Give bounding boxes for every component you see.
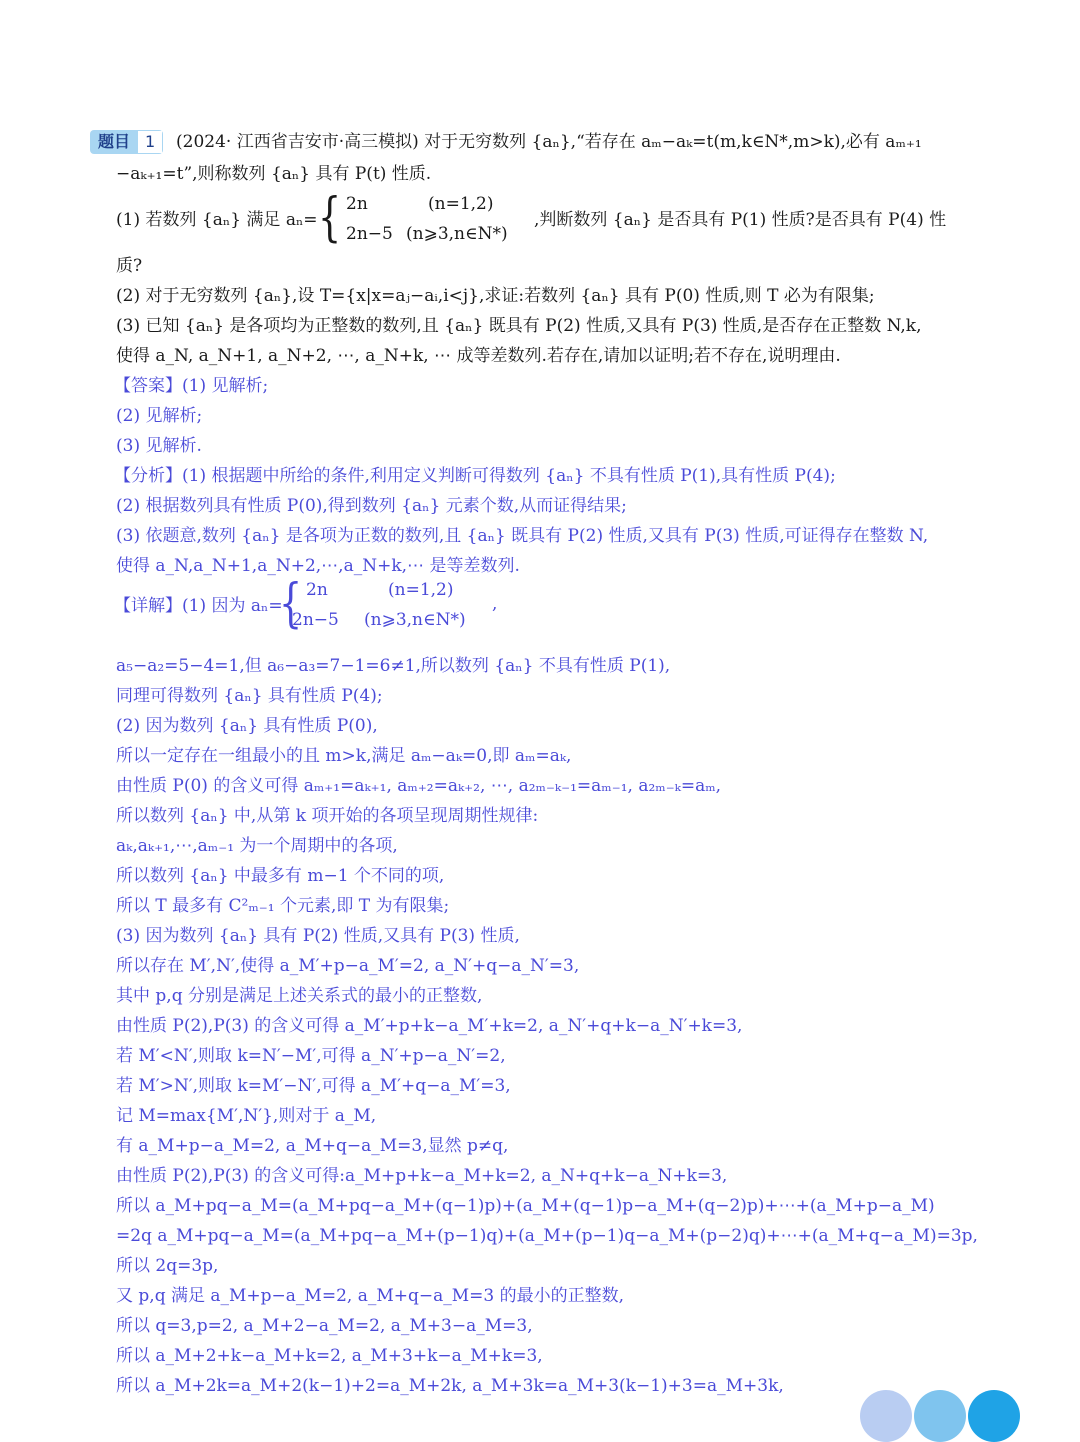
badge-label: 题目 [90,130,138,154]
detail-line: 所以 2q=3p, [116,1256,219,1276]
q3-line1: (3) 已知 {aₙ} 是各项均为正整数的数列,且 {aₙ} 既具有 P(2) 性质,又具有 P(3) 性质,是否存在正整数 N,k, [116,316,922,336]
q3-line2: 使得 a_N, a_N+1, a_N+2, ⋯, a_N+k, ⋯ 成等差数列.若存在,请加以证明;若不存在,说明理由. [116,346,841,366]
analysis-line-3: (3) 依题意,数列 {aₙ} 是各项为正数的数列,且 {aₙ} 既具有 P(2) 性质,又具有 P(3) 性质,可证得存在整数 N, [116,526,929,546]
q1-case2-cond: (n⩾3,n∈N*) [406,224,508,244]
detail-line: (3) 因为数列 {aₙ} 具有 P(2) 性质,又具有 P(3) 性质, [116,926,520,946]
detail-line: (2) 因为数列 {aₙ} 具有性质 P(0), [116,716,378,736]
answer-line-2: (2) 见解析; [116,406,203,426]
detail-case1-cond: (n=1,2) [388,580,454,600]
detail-line: 记 M=max{M′,N′},则对于 a_M, [116,1106,377,1126]
detail-case2-expr: 2n−5 [292,610,339,630]
detail-line: 有 a_M+p−a_M=2, a_M+q−a_M=3,显然 p≠q, [116,1136,509,1156]
detail-line: 所以 T 最多有 C²ₘ₋₁ 个元素,即 T 为有限集; [116,896,450,916]
detail-line: aₖ,aₖ₊₁,⋯,aₘ₋₁ 为一个周期中的各项, [116,836,398,856]
detail-line: 所以数列 {aₙ} 中,从第 k 项开始的各项呈现周期性规律: [116,806,539,826]
detail-line: 其中 p,q 分别是满足上述关系式的最小的正整数, [116,986,483,1006]
analysis-line-4: 使得 a_N,a_N+1,a_N+2,⋯,a_N+k,⋯ 是等差数列. [116,556,520,576]
analysis-line-1: 【分析】(1) 根据题中所给的条件,利用定义判断可得数列 {aₙ} 不具有性质 P(1),具有性质 P(4); [114,466,836,486]
detail-line: 由性质 P(0) 的含义可得 aₘ₊₁=aₖ₊₁, aₘ₊₂=aₖ₊₂, ⋯, a₂ₘ₋ₖ₋₁=aₘ₋₁, a₂ₘ₋ₖ=aₘ, [116,776,722,796]
decor-circle-2 [914,1390,966,1442]
q1-prefix: (1) 若数列 {aₙ} 满足 aₙ= [116,210,318,230]
badge-number: 1 [138,130,163,154]
detail-line: 若 M′<N′,则取 k=N′−M′,可得 a_N′+p−a_N′=2, [116,1046,506,1066]
detail-prefix: 【详解】(1) 因为 aₙ= [114,596,283,616]
detail-line: 又 p,q 满足 a_M+p−a_M=2, a_M+q−a_M=3 的最小的正整数, [116,1286,625,1306]
q1-brace: { [317,188,342,248]
detail-line: 所以 a_M+2+k−a_M+k=2, a_M+3+k−a_M+k=3, [116,1346,543,1366]
detail-line: =2q a_M+pq−a_M=(a_M+pq−a_M+(p−1)q)+(a_M+(p−1)q−a_M+(p−2)q)+⋯+(a_M+q−a_M)=3p, [116,1226,978,1246]
problem-header: (2024· 江西省吉安市·高三模拟) 对于无穷数列 {aₙ},“若存在 aₘ−aₖ=t(m,k∈N*,m>k),必有 aₘ₊₁ [176,132,922,152]
detail-line: 同理可得数列 {aₙ} 具有性质 P(4); [116,686,383,706]
q2-text: (2) 对于无穷数列 {aₙ},设 T={x|x=aⱼ−aᵢ,i<j},求证:若数列 {aₙ} 具有 P(0) 性质,则 T 必为有限集; [116,286,875,306]
q1-case1-cond: (n=1,2) [428,194,494,214]
problem-badge [90,130,163,154]
detail-line: 所以存在 M′,N′,使得 a_M′+p−a_M′=2, a_N′+q−a_N′=3, [116,956,580,976]
detail-line: 若 M′>N′,则取 k=M′−N′,可得 a_M′+q−a_M′=3, [116,1076,511,1096]
detail-line: 所以 a_M+2k=a_M+2(k−1)+2=a_M+2k, a_M+3k=a_M+3(k−1)+3=a_M+3k, [116,1376,784,1396]
decor-circle-1 [860,1390,912,1442]
decorative-circles [860,1390,1020,1405]
q1-case1-expr: 2n [346,194,368,214]
answer-line-1: 【答案】(1) 见解析; [114,376,269,396]
q1-tail: 质? [116,256,143,276]
problem-header-line2: −aₖ₊₁=t”,则称数列 {aₙ} 具有 P(t) 性质. [116,164,432,184]
detail-case1-expr: 2n [306,580,328,600]
q1-case2-expr: 2n−5 [346,224,393,244]
detail-line: 所以 q=3,p=2, a_M+2−a_M=2, a_M+3−a_M=3, [116,1316,533,1336]
decor-circle-3 [968,1390,1020,1442]
q1-suffix: ,判断数列 {aₙ} 是否具有 P(1) 性质?是否具有 P(4) 性 [534,210,947,230]
detail-case2-cond: (n⩾3,n∈N*) [364,610,466,630]
detail-brace: { [278,574,303,634]
detail-line: a₅−a₂=5−4=1,但 a₆−a₃=7−1=6≠1,所以数列 {aₙ} 不具有性质 P(1), [116,656,671,676]
answer-line-3: (3) 见解析. [116,436,202,456]
analysis-line-2: (2) 根据数列具有性质 P(0),得到数列 {aₙ} 元素个数,从而证得结果; [116,496,627,516]
detail-line: 由性质 P(2),P(3) 的含义可得:a_M+p+k−a_M+k=2, a_N+q+k−a_N+k=3, [116,1166,728,1186]
detail-case-suffix: , [492,594,498,614]
detail-line: 所以一定存在一组最小的且 m>k,满足 aₘ−aₖ=0,即 aₘ=aₖ, [116,746,572,766]
detail-line: 所以数列 {aₙ} 中最多有 m−1 个不同的项, [116,866,445,886]
detail-line: 由性质 P(2),P(3) 的含义可得 a_M′+p+k−a_M′+k=2, a_N′+q+k−a_N′+k=3, [116,1016,743,1036]
detail-line: 所以 a_M+pq−a_M=(a_M+pq−a_M+(q−1)p)+(a_M+(q−1)p−a_M+(q−2)p)+⋯+(a_M+p−a_M) [116,1196,935,1216]
